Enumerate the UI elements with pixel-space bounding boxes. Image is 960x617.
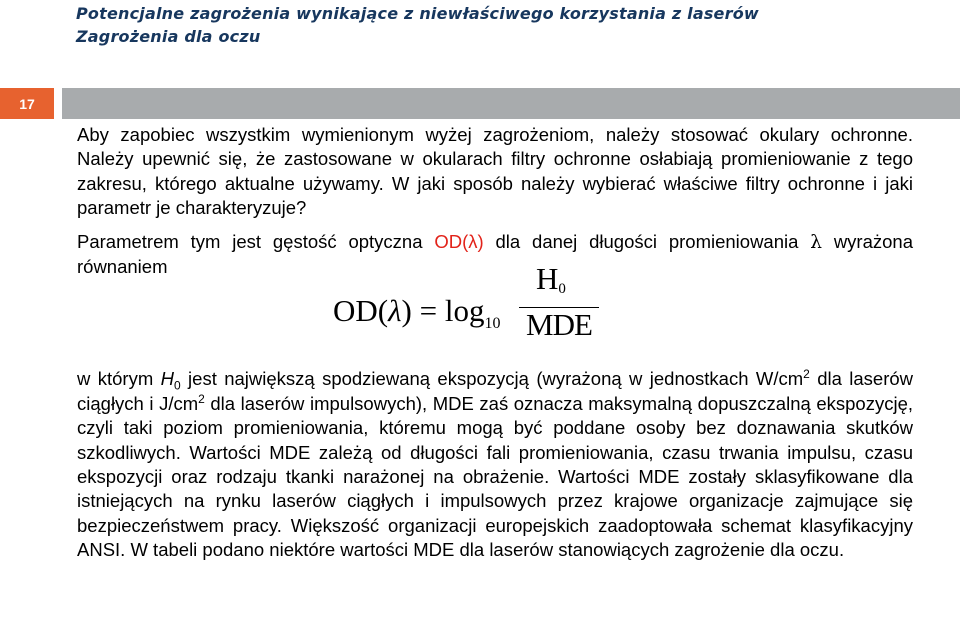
formula-od: OD( [333, 293, 389, 329]
slide-divider-bar [62, 88, 960, 119]
formula-numerator [536, 261, 566, 298]
definition-text-c: wyrażona równaniem [77, 230, 913, 278]
formula-log-base: 10 [484, 315, 501, 333]
explanation-text-d: dla laserów impulsowych), MDE zaś oznacza maksymalną dopuszczalną ekspozycję, czyli taki poziom promieniowania, któremu mogą być poddane osoby bez doznawania skutków szkodliwych. Wartości MDE zależą od długości fali promieniowania, czasu trwania impulsu, czasu ekspozycji oraz rodzaju tkanki narażonej na obrażenie. Wartości MDE zostały sklasyfikowane dla istniejących na rynku laserów ciągłych i impulsowych przez krajowe organizacje zajmujące się bezpieczeństwem pracy. Większość organizacji europejskich zaadoptowała schemat klasyfikacyjny ANSI. W tabeli podano niektóre wartości MDE dla laserów stanowiących zagrożenie dla oczu. [77, 392, 913, 561]
formula-lhs [333, 293, 501, 337]
paragraph-definition [77, 230, 913, 280]
slide-header [76, 2, 759, 48]
definition-text-a: Parametrem tym jest gęstość optyczna [77, 230, 435, 252]
formula-h-sub: 0 [558, 281, 566, 298]
lambda-symbol: λ [810, 231, 822, 253]
paragraph-intro: Aby zapobiec wszystkim wymienionym wyżej zagrożeniom, należy stosować okulary ochronne. Należy upewnić się, że zastosowane w okularach filtry ochronne osłabiają promieniowanie z tego zakresu, którego aktualne używamy. W jaki sposób należy wybierać właściwe filtry ochronne i jaki parametr je charakteryzuje? [77, 124, 913, 219]
unit-exponent-2: 2 [198, 391, 205, 406]
formula-log: ) = log [401, 293, 485, 329]
explanation-text-b: jest największą spodziewaną ekspozycją (wyrażoną w jednostkach W/cm [180, 368, 804, 390]
slide-body [77, 123, 913, 563]
paragraph-explanation [77, 367, 913, 562]
od-lambda-highlight: OD(λ) [434, 230, 484, 252]
formula-lambda: λ [388, 293, 402, 329]
explanation-text-a: w którym [77, 368, 161, 390]
unit-exponent-1: 2 [803, 367, 810, 382]
od-formula [77, 261, 913, 363]
explanation-h-sub: 0 [173, 379, 181, 394]
header-subtitle: Zagrożenia dla oczu [76, 27, 261, 46]
definition-text-b: dla danej długości promieniowania [483, 230, 811, 252]
explanation-text-c: dla laserów ciągłych i J/cm [77, 368, 914, 414]
formula-h: H [536, 261, 559, 297]
formula-denominator: MDE [526, 307, 592, 343]
header-title: Potencjalne zagrożenia wynikające z niewłaściwego korzystania z laserów [76, 4, 759, 23]
explanation-h: H [160, 368, 174, 390]
slide-number: 17 [0, 88, 54, 119]
